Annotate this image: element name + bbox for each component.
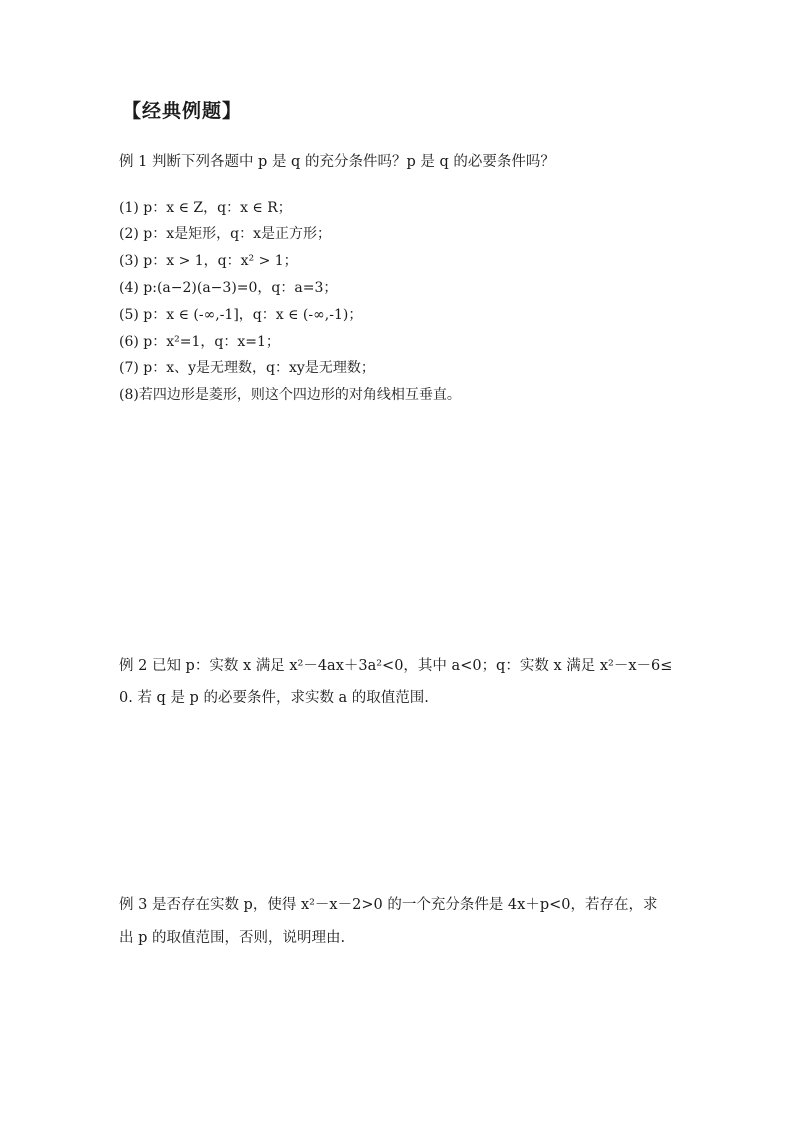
example-1-prompt: 例 1 判断下列各题中 p 是 q 的充分条件吗？p 是 q 的必要条件吗？ [119, 154, 555, 170]
example-1-item-6: (6) p：x²=1，q：x=1； [119, 334, 280, 350]
example-1-item-5: (5) p：x ∈ (-∞,-1]，q：x ∈ (-∞,-1)； [119, 307, 363, 323]
example-1-item-4: (4) p:(a−2)(a−3)=0，q：a=3； [119, 280, 338, 296]
example-1-item-7: (7) p：x、y是无理数，q：xy是无理数； [119, 360, 375, 376]
example-1-item-8: (8)若四边形是菱形，则这个四边形的对角线相互垂直。 [119, 387, 461, 403]
example-2-line-1: 例 2 已知 p：实数 x 满足 x²－4ax＋3a²<0，其中 a<0；q：实数 x 满足 x²－x－6≤ [119, 658, 673, 674]
example-1-item-2: (2) p：x是矩形，q：x是正方形； [119, 226, 331, 242]
example-1-item-3: (3) p：x > 1，q：x² > 1； [119, 253, 298, 269]
section-title: 【经典例题】 [122, 100, 243, 122]
example-2-line-2: 0. 若 q 是 p 的必要条件，求实数 a 的取值范围. [119, 690, 429, 706]
example-3-line-1: 例 3 是否存在实数 p，使得 x²－x－2>0 的一个充分条件是 4x＋p<0，若存在，求 [119, 897, 658, 913]
example-1-item-1: (1) p：x ∈ Z，q：x ∈ R； [119, 200, 292, 216]
example-3-line-2: 出 p 的取值范围，否则，说明理由. [119, 930, 346, 946]
